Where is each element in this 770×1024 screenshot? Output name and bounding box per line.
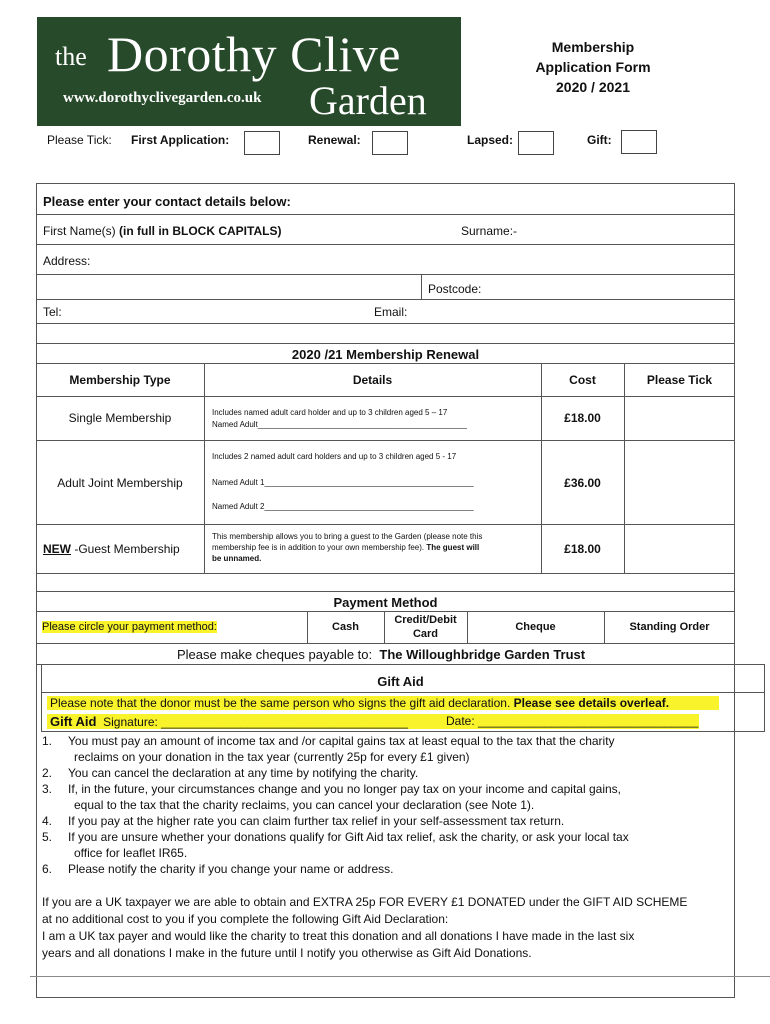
first-name-label: First Name(s) <box>43 224 116 238</box>
divider <box>36 299 735 300</box>
first-application-checkbox[interactable] <box>244 131 280 155</box>
guest-type-label: -Guest Membership <box>71 542 180 556</box>
item-text: You must pay an amount of income tax and /or capital gains tax at least equal to the tax that the charity <box>68 734 615 748</box>
item-number: 6. <box>42 862 53 876</box>
lapsed-label: Lapsed: <box>467 133 514 147</box>
single-named-adult-field[interactable]: Named Adult_______________________________________________ <box>212 420 467 429</box>
card-line: Card <box>412 628 439 640</box>
gift-aid-notes-list <box>40 733 740 877</box>
gift-aid-note-bold: Please see details overleaf. <box>513 696 670 710</box>
item-number: 5. <box>42 830 53 844</box>
new-badge: NEW <box>43 542 71 556</box>
list-item <box>40 829 740 861</box>
title-line-1: Membership <box>551 39 635 55</box>
joint-cost: £36.00 <box>564 476 601 490</box>
divider <box>36 643 735 644</box>
divider <box>36 363 735 364</box>
payment-standing-order[interactable]: Standing Order <box>629 621 710 633</box>
joint-named-adult-1-field[interactable]: Named Adult 1_______________________________________________ <box>212 478 474 487</box>
guest-detail-2-bold: The guest will <box>426 543 480 552</box>
declaration-line: at no additional cost to you if you complete the following Gift Aid Declaration: <box>42 912 449 926</box>
divider <box>36 611 735 612</box>
cheques-payable-line <box>177 647 585 662</box>
single-detail-1: Includes named adult card holder and up to 3 children aged 5 – 17 <box>212 408 448 417</box>
joint-named-adult-2-field[interactable]: Named Adult 2_______________________________________________ <box>212 502 474 511</box>
guest-tick-cell[interactable] <box>625 525 735 573</box>
guest-detail-3: be unnamed. <box>212 554 262 563</box>
lapsed-checkbox[interactable] <box>518 131 554 155</box>
divider <box>41 692 765 693</box>
joint-membership-type: Adult Joint Membership <box>57 476 183 490</box>
logo-name: Dorothy Clive <box>107 26 401 82</box>
item-text-cont: reclaims on your donation in the tax year (currently 25p for every £1 given) <box>74 750 470 764</box>
surname-field[interactable] <box>461 224 517 238</box>
gift-label: Gift: <box>587 133 612 147</box>
please-tick-label: Please Tick: <box>47 133 112 147</box>
single-membership-type: Single Membership <box>68 411 172 425</box>
renewal-label: Renewal: <box>308 133 361 147</box>
item-text: If, in the future, your circumstances change and you no longer pay tax on your income and capital gains, <box>68 782 621 796</box>
single-cost: £18.00 <box>564 411 601 425</box>
gift-aid-signature-field[interactable]: Signature: _____________________________________ <box>103 715 409 729</box>
guest-detail-1: This membership allows you to bring a guest to the Garden (please note this <box>212 532 483 541</box>
single-tick-cell[interactable] <box>625 397 735 440</box>
first-name-field[interactable] <box>43 224 281 238</box>
divider <box>36 323 735 324</box>
bottom-rule <box>30 976 770 977</box>
credit-debit-line: Credit/Debit <box>394 614 457 626</box>
divider <box>36 343 735 344</box>
item-number: 2. <box>42 766 53 780</box>
item-text: You can cancel the declaration at any time by notifying the charity. <box>68 766 419 780</box>
first-name-note: (in full in BLOCK CAPITALS) <box>119 224 282 238</box>
address-label: Address: <box>43 254 91 268</box>
title-line-2: Application Form <box>535 59 651 75</box>
list-item <box>40 765 740 781</box>
gift-aid-note-text: Please note that the donor must be the same person who signs the gift aid declaration. <box>50 696 511 710</box>
list-item <box>40 813 740 829</box>
payment-heading: Payment Method <box>333 595 438 610</box>
joint-detail-1: Includes 2 named adult card holders and up to 3 children aged 5 - 17 <box>212 452 457 461</box>
divider <box>36 244 735 245</box>
contact-heading: Please enter your contact details below: <box>43 194 291 209</box>
item-text: If you are unsure whether your donations qualify for Gift Aid tax relief, ask the charity, or ask your local tax <box>68 830 629 844</box>
divider <box>36 274 735 275</box>
guest-detail-2-text: membership fee is in addition to your own membership fee). <box>212 543 425 552</box>
list-item <box>40 733 740 765</box>
first-application-label: First Application: <box>131 133 230 147</box>
guest-cost: £18.00 <box>564 542 601 556</box>
payment-cheque[interactable]: Cheque <box>515 621 556 633</box>
divider <box>421 274 422 299</box>
logo-garden: Garden <box>309 78 427 123</box>
item-number: 3. <box>42 782 53 796</box>
surname-label: Surname:- <box>461 224 518 238</box>
title-line-3: 2020 / 2021 <box>556 79 630 95</box>
gift-aid-sig-bold: Gift Aid <box>50 714 97 729</box>
item-text: Please notify the charity if you change your name or address. <box>68 862 394 876</box>
divider <box>36 573 735 574</box>
col-cost: Cost <box>569 373 596 387</box>
gift-aid-heading: Gift Aid <box>377 674 424 689</box>
gift-aid-signature-line <box>47 714 699 729</box>
col-please-tick: Please Tick <box>646 373 713 387</box>
col-membership-type: Membership Type <box>69 373 171 387</box>
joint-tick-cell[interactable] <box>625 441 735 524</box>
list-item <box>40 781 740 813</box>
logo-the: the <box>55 42 87 71</box>
gift-aid-declaration <box>42 894 742 962</box>
guest-membership-type <box>43 542 180 556</box>
address-field[interactable] <box>43 254 90 268</box>
gift-aid-note <box>47 696 719 710</box>
declaration-line: If you are a UK taxpayer we are able to obtain and EXTRA 25p FOR EVERY £1 DONATED under the GIFT AID SCHEME <box>42 895 688 909</box>
membership-heading: 2020 /21 Membership Renewal <box>291 347 480 362</box>
tel-label: Tel: <box>43 305 62 319</box>
declaration-line: I am a UK tax payer and would like the charity to treat this donation and all donations I have made in the last six <box>42 929 635 943</box>
item-number: 1. <box>42 734 53 748</box>
circle-payment-label: Please circle your payment method: <box>42 621 217 633</box>
tel-field[interactable] <box>43 305 62 319</box>
gift-aid-date-field[interactable]: Date: _________________________________ <box>446 714 699 728</box>
item-number: 4. <box>42 814 53 828</box>
payment-credit-debit-card[interactable] <box>384 613 467 641</box>
postcode-field[interactable] <box>428 282 481 296</box>
form-title <box>496 37 690 97</box>
list-item <box>40 861 740 877</box>
col-details: Details <box>352 373 393 387</box>
divider <box>204 363 205 573</box>
email-label: Email: <box>374 305 408 319</box>
postcode-label: Postcode: <box>428 282 482 296</box>
declaration-line: years and all donations I make in the future until I notify you otherwise as Gift Aid Donations. <box>42 946 532 960</box>
gift-checkbox[interactable] <box>621 130 657 154</box>
email-field[interactable] <box>374 305 407 319</box>
cheques-payable-label: Please make cheques payable to: <box>177 647 373 662</box>
item-text: If you pay at the higher rate you can claim further tax relief in your self-assessment tax return. <box>68 814 565 828</box>
item-text-cont: equal to the tax that the charity reclaims, you can cancel your declaration (see Note 1). <box>74 798 535 812</box>
garden-logo <box>37 17 461 126</box>
payment-cash[interactable]: Cash <box>332 621 359 633</box>
divider <box>36 591 735 592</box>
renewal-checkbox[interactable] <box>372 131 408 155</box>
logo-url: www.dorothyclivegarden.co.uk <box>63 90 262 106</box>
divider <box>36 214 735 215</box>
item-text-cont: office for leaflet IR65. <box>74 846 188 860</box>
guest-detail-2 <box>212 542 479 553</box>
payee-name: The Willoughbridge Garden Trust <box>379 647 586 662</box>
